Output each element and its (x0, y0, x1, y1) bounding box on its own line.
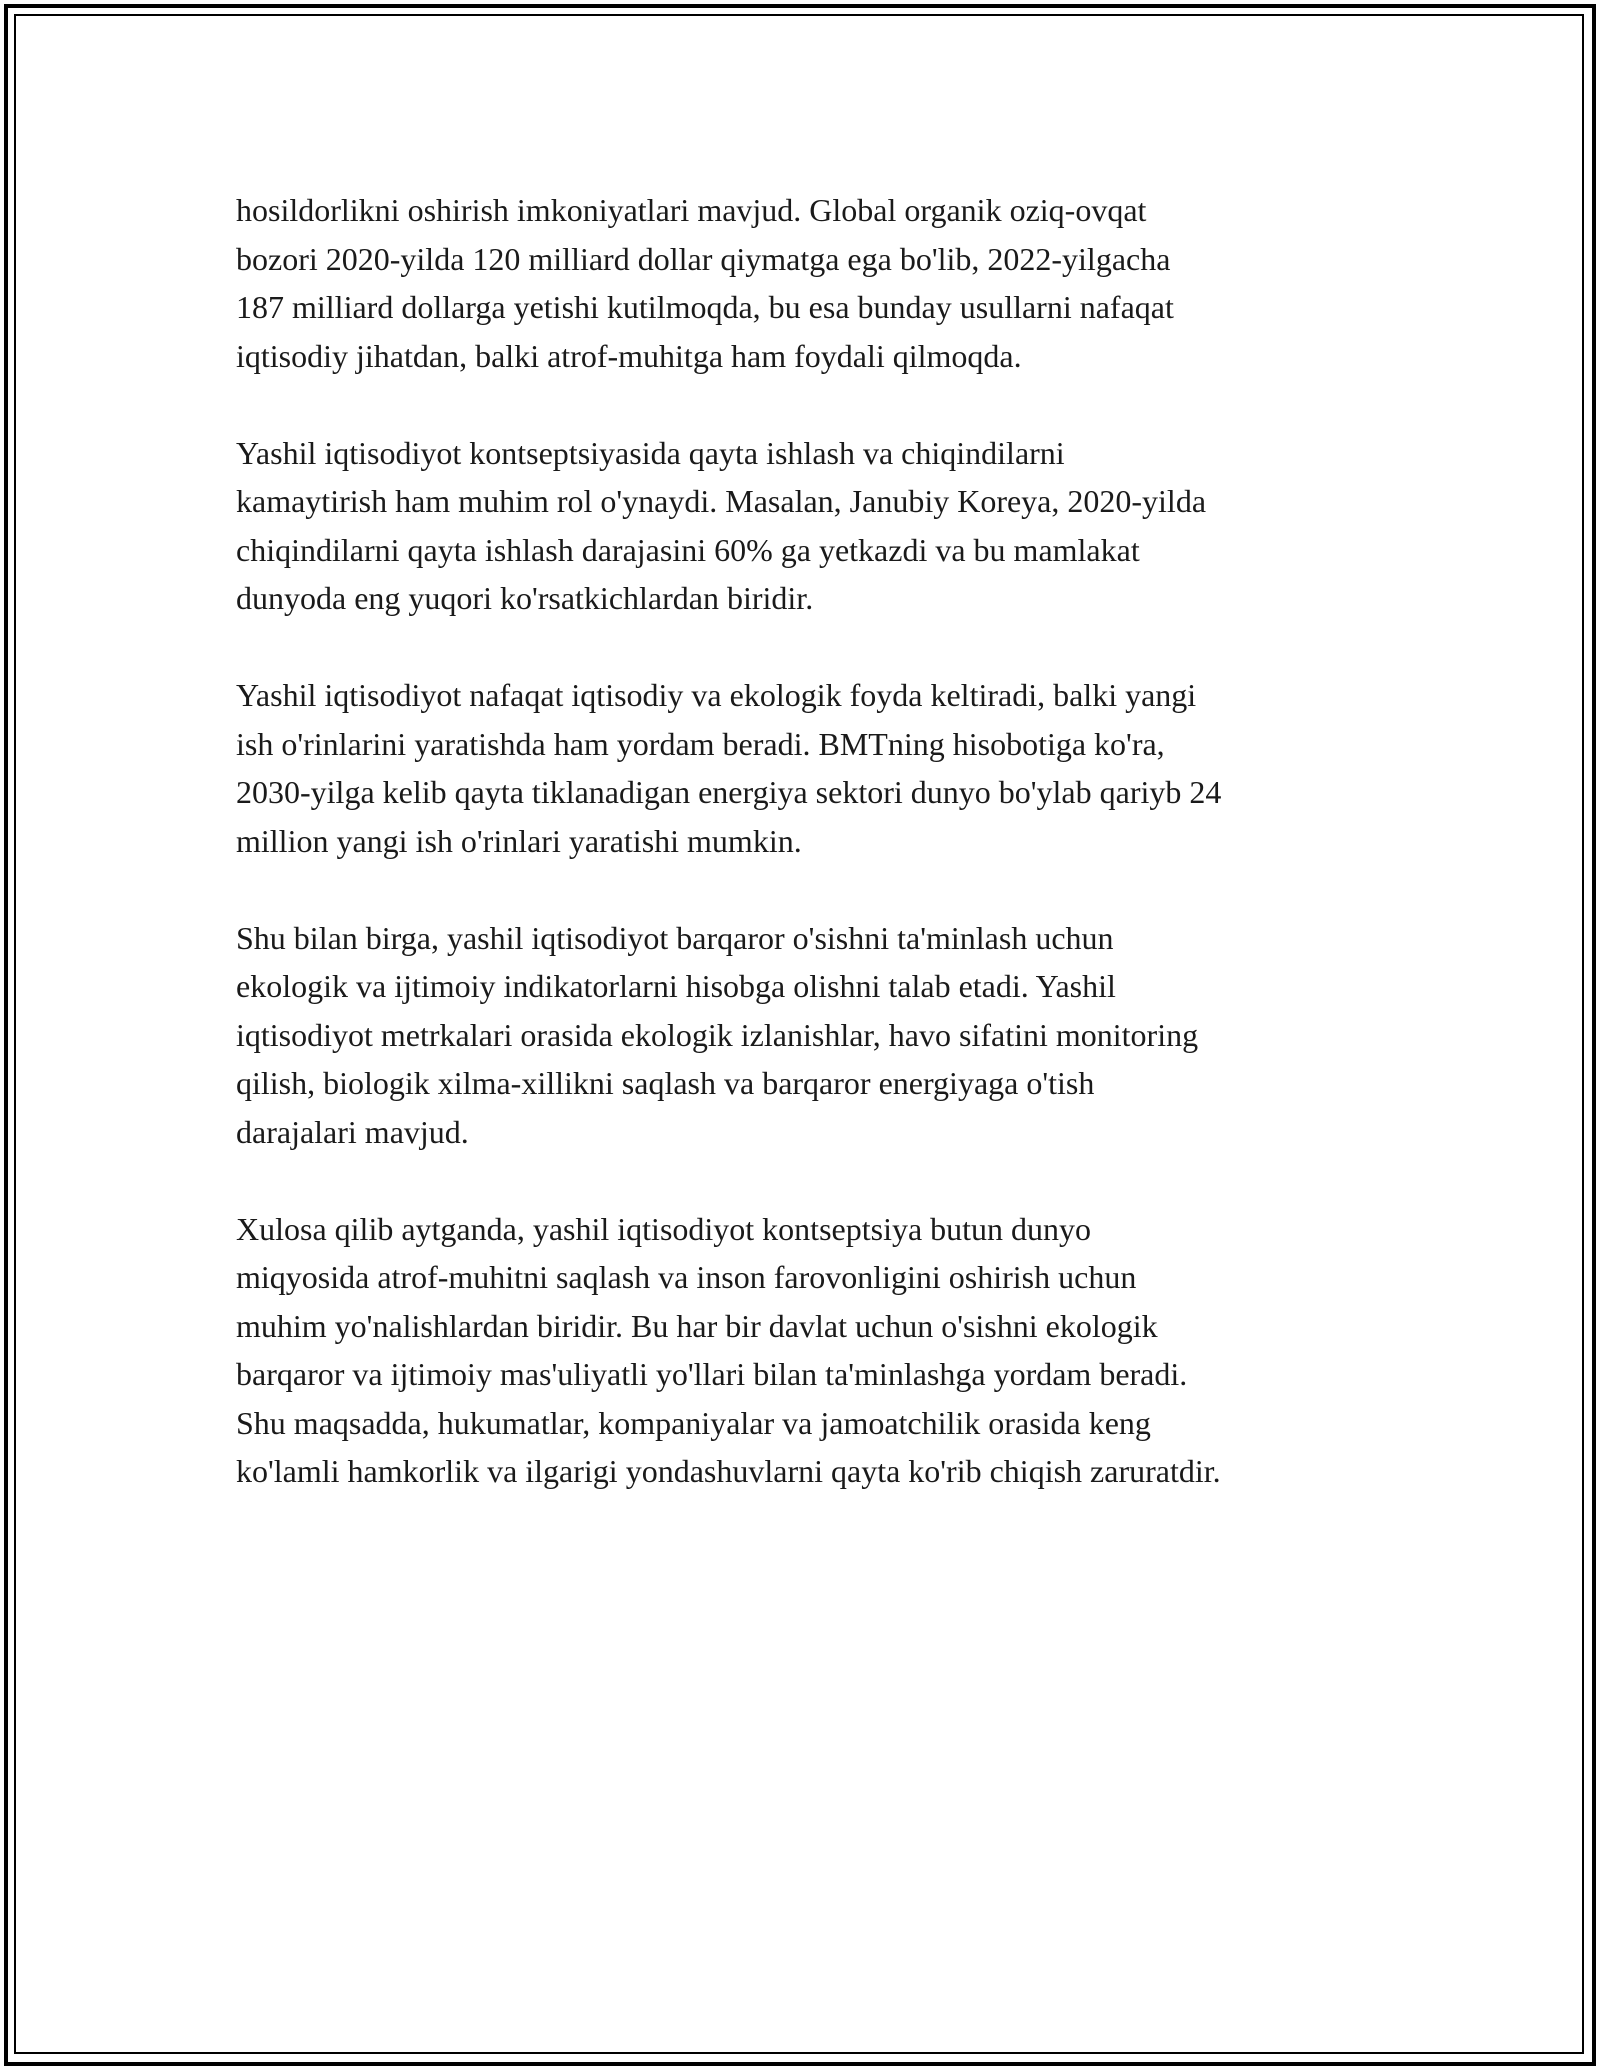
text-line: barqaror va ijtimoiy mas'uliyatli yo'llari bilan ta'minlashga yordam beradi. (236, 1356, 1188, 1392)
text-line: iqtisodiy jihatdan, balki atrof-muhitga ham foydali qilmoqda. (236, 337, 1022, 374)
text-line: hosildorlikni oshirish imkoniyatlari mavjud. Global organik oziq-ovqat (236, 192, 1147, 228)
text-line: million yangi ish o'rinlari yaratishi mumkin. (236, 822, 802, 859)
text-line: Yashil iqtisodiyot kontseptsiyasida qayta ishlash va chiqindilarni (236, 434, 1065, 471)
text-line: 2030-yilga kelib qayta tiklanadigan energiya sektori dunyo bo'ylab qariyb 24 (236, 774, 1222, 810)
text-line: iqtisodiyot metrkalari orasida ekologik izlanishlar, havo sifatini monitoring (236, 1016, 1199, 1053)
paragraph-3 (236, 671, 1386, 865)
text-line: Shu maqsadda, hukumatlar, kompaniyalar va jamoatchilik orasida keng (236, 1404, 1151, 1441)
text-line: miqyosida atrof-muhitni saqlash va inson farovonligini oshirish uchun (236, 1259, 1137, 1295)
text-line: ekologik va ijtimoiy indikatorlarni hisobga olishni talab etadi. Yashil (236, 968, 1116, 1004)
document-body (236, 186, 1386, 1544)
text-line: qilish, biologik xilma-xillikni saqlash va barqaror energiyaga o'tish (236, 1065, 1095, 1101)
text-line: muhim yo'nalishlardan biridir. Bu har bir davlat uchun o'sishni ekologik (236, 1307, 1158, 1344)
paragraph-2 (236, 429, 1386, 623)
paragraph-1 (236, 186, 1386, 380)
text-line: Shu bilan birga, yashil iqtisodiyot barqaror o'sishni ta'minlash uchun (236, 919, 1114, 956)
paragraph-4 (236, 914, 1386, 1157)
text-line: chiqindilarni qayta ishlash darajasini 60% ga yetkazdi va bu mamlakat (236, 531, 1140, 568)
text-line: kamaytirish ham muhim rol o'ynaydi. Masalan, Janubiy Koreya, 2020-yilda (236, 483, 1207, 519)
text-line: bozori 2020-yilda 120 milliard dollar qiymatga ega bo'lib, 2022-yilgacha (236, 240, 1171, 277)
text-line: ish o'rinlarini yaratishda ham yordam beradi. BMTning hisobotiga ko'ra, (236, 725, 1165, 762)
text-line: ko'lamli hamkorlik va ilgarigi yondashuvlarni qayta ko'rib chiqish zaruratdir. (236, 1453, 1221, 1489)
text-line: Yashil iqtisodiyot nafaqat iqtisodiy va ekologik foyda keltiradi, balki yangi (236, 677, 1197, 713)
text-line: Xulosa qilib aytganda, yashil iqtisodiyot kontseptsiya butun dunyo (236, 1210, 1092, 1247)
text-line: darajalari mavjud. (236, 1113, 469, 1150)
paragraph-5 (236, 1205, 1386, 1496)
text-line: dunyoda eng yuqori ko'rsatkichlardan biridir. (236, 580, 814, 616)
text-line: 187 milliard dollarga yetishi kutilmoqda, bu esa bunday usullarni nafaqat (236, 289, 1174, 325)
